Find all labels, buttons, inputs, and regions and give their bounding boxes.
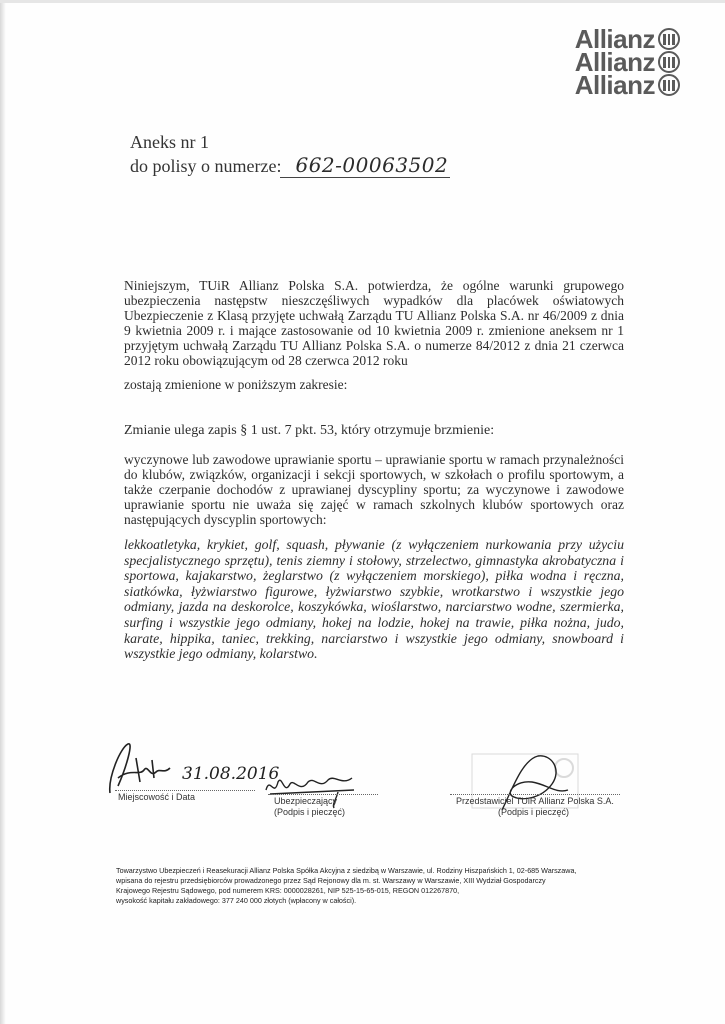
handwritten-date: 31.08.2016	[182, 764, 280, 784]
handwritten-signature-left	[100, 738, 190, 798]
scan-edge	[0, 0, 6, 1024]
disciplines-paragraph: lekkoatletyka, krykiet, golf, squash, pływanie (z wyłączeniem nurkowania przy użyciu specjalistycznego sprzętu), tenis ziemny i stołowy, strzelectwo, gimnastyka akrobatyczna i sportowa, kajakarstwo, żeglarstwo (z wyłączeniem morskiego), piłka wodna i ręczna, siatkówka, łyżwiarstwo figurowe, łyżwiarstwo szybkie, wrotkarstwo i wszystkie jego odmiany, jazda na deskorolce, koszykówka, wioślarstwo, narciarstwo wodne, szermierka, surfing i wszystkie jego odmiany, hokej na lodzie, hokej na trawie, piłka nożna, judo, karate, hippika, taniec, trekking, narciarstwo i wszystkie jego odmiany, snowboard i wszystkie jego odmiany, kolarstwo.	[124, 537, 624, 662]
allianz-logo	[530, 69, 680, 100]
insurer-role: Przedstawiciel TUiR Allianz Polska S.A.	[456, 796, 614, 806]
insured-sign-note: (Podpis i pieczęć)	[274, 807, 346, 817]
policy-number: 662-00063502	[295, 153, 449, 177]
footer-line: Krajowego Rejestru Sądowego, pod numerem KRS: 0000028261, NIP 525-15-65-015, REGON 012267870,	[116, 886, 460, 895]
insured-role: Ubezpieczający	[274, 796, 338, 806]
scope-paragraph: zostają zmienione w poniższym zakresie:	[124, 377, 348, 392]
allianz-eagle-icon	[658, 51, 680, 73]
company-footer	[116, 866, 616, 906]
allianz-eagle-icon	[658, 28, 680, 50]
change-paragraph: Zmianie ulega zapis § 1 ust. 7 pkt. 53, który otrzymuje brzmienie:	[124, 423, 495, 438]
annex-title: Aneks nr 1	[130, 132, 209, 152]
allianz-logo-text: Allianz	[574, 69, 655, 100]
definition-paragraph: wyczynowe lub zawodowe uprawianie sportu – uprawianie sportu w ramach przynależności do klubów, związków, organizacji i sekcji sportowych, w szkołach o profilu sportowym, a także czerpanie dochodów z uprawianej dyscypliny sportu; za wyczynowe i zawodowe uprawianie sportu nie uważa się zajęć w ramach szkolnych klubów sportowych oraz następujących dyscyplin sportowych:	[124, 452, 624, 527]
allianz-logo-text: Allianz	[574, 46, 655, 77]
policy-number-line	[130, 153, 448, 178]
intro-paragraph: Niniejszym, TUiR Allianz Polska S.A. potwierdza, że ogólne warunki grupowego ubezpieczenia następstw nieszczęśliwych wypadków dla placówek oświatowych Ubezpieczenie z Klasą przyjęte uchwałą Zarządu TU Allianz Polska S.A. nr 46/2009 z dnia 9 kwietnia 2009 r. i mające zastosowanie od 10 kwietnia 2009 r. zmienione aneksem nr 1 przyjętym uchwałą Zarządu TU Allianz Polska S.A. o numerze 84/2012 z dnia 21 czerwca 2012 roku obowiązującym od 28 czerwca 2012 roku	[124, 278, 624, 368]
insured-label	[274, 796, 345, 818]
scan-top-edge	[0, 0, 725, 3]
policy-underline	[280, 177, 450, 178]
policy-label: do polisy o numerze:	[130, 156, 282, 176]
insurer-sign-note: (Podpis i pieczęć)	[498, 807, 570, 817]
footer-line: wpisana do rejestru przedsiębiorców prowadzonego przez Sąd Rejonowy dla m. st. Warszawy w Warszawie, XIII Wydział Gospodarczy	[116, 876, 546, 885]
allianz-eagle-icon	[658, 74, 680, 96]
footer-line: wysokość kapitału zakładowego: 377 240 000 złotych (wpłacony w całości).	[116, 896, 357, 905]
allianz-logo-text: Allianz	[574, 23, 655, 54]
insurer-label	[456, 796, 614, 818]
footer-line: Towarzystwo Ubezpieczeń i Reasekuracji Allianz Polska Spółka Akcyjna z siedzibą w Warszawie, ul. Rodziny Hiszpańskich 1, 02-685 Warszawa,	[116, 866, 577, 875]
place-date-label: Miejscowość i Data	[118, 792, 196, 802]
